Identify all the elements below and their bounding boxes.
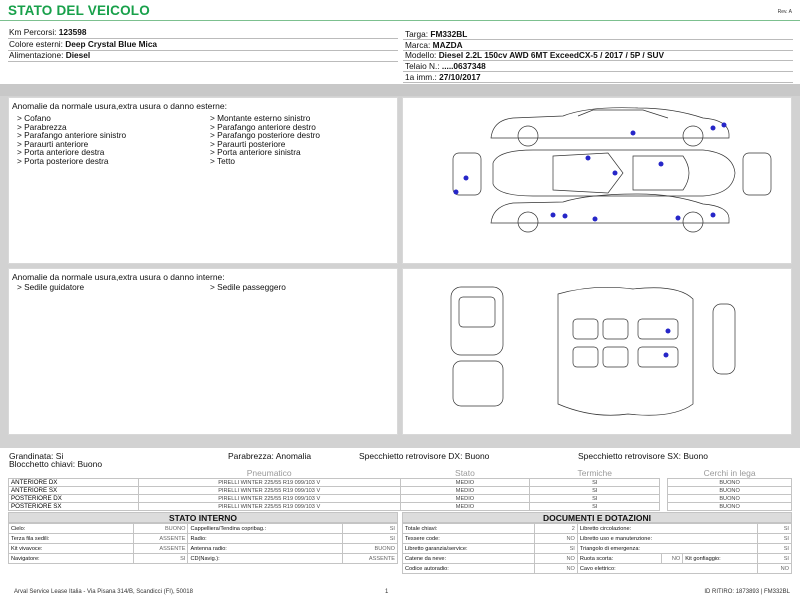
revision-label: Rev. A	[777, 9, 792, 15]
damage-item: > Porta anteriore sinistra	[210, 147, 301, 158]
seat-outline	[573, 319, 598, 339]
field-value: SI	[758, 544, 792, 554]
model-row: Modello: Diesel 2.2L 150cv AWD 6MT ExceedCX-5 / 2017 / 5P / SUV	[405, 50, 665, 60]
field-label: Cavo elettrico:	[577, 564, 757, 574]
tyre-rims: BUONO	[668, 487, 792, 495]
field-label: Kit vivavoce:	[9, 544, 134, 554]
interior-front-window	[459, 297, 495, 327]
field-label: Terza fila sedili:	[9, 534, 134, 544]
seat-outline	[573, 347, 598, 367]
tyre-rims: BUONO	[668, 495, 792, 503]
tyre-rims: BUONO	[668, 479, 792, 487]
internal-car-diagram	[402, 268, 792, 435]
tyre-position: ANTERIORE DX	[9, 479, 139, 487]
table-row	[9, 534, 398, 544]
chassis-value: .....0637348	[441, 61, 486, 71]
field-label: Totale chiavi:	[403, 524, 535, 534]
damage-item: > Parafango posteriore destro	[210, 130, 321, 141]
field-value: 2	[534, 524, 577, 534]
seat-outline	[638, 319, 678, 339]
car-rear-window	[633, 156, 689, 190]
footer-page-number: 1	[385, 589, 389, 595]
damage-marker[interactable]	[551, 213, 556, 218]
internal-state-table	[8, 523, 398, 564]
tyre-model: PIRELLI WINTER 225/55 R19 099/103 V	[138, 479, 400, 487]
table-row	[403, 554, 792, 564]
damage-item: > Paraurti posteriore	[210, 138, 286, 149]
wheel-outline	[683, 126, 703, 146]
field-value: NO	[758, 564, 792, 574]
key-lock-check: Blocchetto chiavi: Buono	[9, 459, 103, 469]
tyre-position: POSTERIORE DX	[9, 495, 139, 503]
tyre-state: MEDIO	[400, 503, 530, 511]
seat-outline	[603, 319, 628, 339]
tyre-state: MEDIO	[400, 487, 530, 495]
damage-item: > Montante esterno sinistro	[210, 113, 311, 123]
tyre-model: PIRELLI WINTER 225/55 R19 099/103 V	[138, 495, 400, 503]
registration-value: 27/10/2017	[439, 72, 481, 82]
table-row	[403, 544, 792, 554]
tyre-rivets: SI	[530, 495, 660, 503]
field-value: SI	[133, 554, 188, 564]
documents-table	[402, 523, 792, 574]
internal-damage-col2	[210, 283, 286, 292]
page-title: STATO DEL VEICOLO	[8, 3, 150, 18]
wheel-outline	[518, 212, 538, 232]
damage-item: > Sedile guidatore	[17, 282, 85, 292]
table-row	[403, 534, 792, 544]
tyre-state: MEDIO	[400, 495, 530, 503]
chassis-row: Telaio N.: .....0637348	[405, 61, 486, 71]
field-label: Catene da neve:	[403, 554, 535, 564]
section-separator	[0, 438, 800, 448]
fuel-value: Diesel	[65, 50, 91, 60]
fuel-row: Alimentazione: Diesel	[9, 50, 91, 60]
color-value: Deep Crystal Blue Mica	[65, 39, 158, 49]
field-label: Cappelliera/Tendina copribag.:	[188, 524, 343, 534]
field-label: Navigatore:	[9, 554, 134, 564]
km-row: Km Percorsi: 123598	[9, 27, 87, 37]
damage-marker[interactable]	[711, 126, 716, 131]
divider	[8, 61, 398, 62]
field-label: Antenna radio:	[188, 544, 343, 554]
external-damage-col1	[17, 114, 126, 166]
table-row	[9, 524, 398, 534]
damage-item: > Porta posteriore destra	[17, 155, 109, 166]
car-window-line	[578, 110, 668, 118]
field-label: Tessere code:	[403, 534, 535, 544]
interior-cabin-outline	[558, 287, 693, 415]
field-label: Cielo:	[9, 524, 134, 534]
damage-marker[interactable]	[454, 190, 459, 195]
car-side-top-outline	[491, 108, 729, 138]
documents-title: DOCUMENTI E DOTAZIONI	[402, 512, 792, 523]
damage-item: > Cofano	[17, 113, 51, 123]
table-row	[403, 524, 792, 534]
field-label: Libretto circolazione:	[577, 524, 757, 534]
damage-marker[interactable]	[464, 176, 469, 181]
field-value: SI	[534, 544, 577, 554]
registration-row: 1a imm.: 27/10/2017	[405, 72, 481, 82]
external-damage-title: Anomalie da normale usura,extra usura o danno esterne:	[12, 101, 227, 111]
field-value: NO	[534, 534, 577, 544]
field-label: Kit gonfiaggio:	[683, 554, 758, 564]
field-value: ASSENTE	[133, 534, 188, 544]
interior-side-outline	[713, 304, 735, 374]
mirror-dx-check: Specchietto retrovisore DX: Buono	[359, 451, 490, 461]
damage-item: > Porta anteriore destra	[17, 147, 105, 158]
field-value: SI	[758, 534, 792, 544]
plate-value: FM332BL	[430, 29, 468, 39]
car-side-bottom-outline	[491, 194, 729, 223]
damage-item: > Parabrezza	[17, 121, 67, 132]
tyre-model: PIRELLI WINTER 225/55 R19 099/103 V	[138, 487, 400, 495]
tyres-table	[8, 468, 792, 511]
field-value: NO	[534, 564, 577, 574]
field-label: Triangolo di emergenza:	[577, 544, 757, 554]
damage-marker[interactable]	[722, 123, 727, 128]
tyre-column-header: Pneumatico	[138, 468, 400, 479]
table-row	[9, 503, 792, 511]
damage-item: > Sedile passeggero	[210, 282, 286, 292]
field-value: BUONO	[343, 544, 398, 554]
damage-item: > Parafango anteriore sinistro	[17, 130, 127, 141]
field-value: SI	[758, 524, 792, 534]
tyre-rims: BUONO	[668, 503, 792, 511]
table-row	[9, 544, 398, 554]
state-column-header: Stato	[400, 468, 530, 479]
rivets-column-header: Termiche	[530, 468, 660, 479]
tyre-model: PIRELLI WINTER 225/55 R19 099/103 V	[138, 503, 400, 511]
tyre-position: POSTERIORE SX	[9, 503, 139, 511]
footer-id: ID RITIRO: 1873893 | FM332BL	[704, 589, 790, 595]
field-value: SI	[758, 554, 792, 564]
damage-marker[interactable]	[613, 171, 618, 176]
seat-outline	[638, 347, 678, 367]
title-divider	[0, 20, 800, 21]
km-value: 123598	[58, 27, 87, 37]
damage-marker[interactable]	[586, 156, 591, 161]
internal-state-title: STATO INTERNO	[8, 512, 398, 523]
damage-marker[interactable]	[631, 131, 636, 136]
car-rear-outline	[743, 153, 771, 195]
field-value: NO	[662, 554, 683, 564]
tyre-rivets: SI	[530, 487, 660, 495]
field-value: BUONO	[133, 524, 188, 534]
interior-rear-outline	[453, 361, 503, 406]
tyres-header	[9, 468, 792, 479]
tyre-state: MEDIO	[400, 479, 530, 487]
wheel-outline	[683, 212, 703, 232]
table-row	[9, 495, 792, 503]
field-value: ASSENTE	[133, 544, 188, 554]
table-row	[9, 479, 792, 487]
external-car-diagram	[402, 97, 792, 264]
color-row: Colore esterni: Deep Crystal Blue Mica	[9, 39, 158, 49]
car-front-outline	[453, 153, 481, 195]
field-value: SI	[343, 534, 398, 544]
windshield-check: Parabrezza: Anomalia	[228, 451, 312, 461]
tyre-rivets: SI	[530, 479, 660, 487]
damage-marker[interactable]	[659, 162, 664, 167]
damage-item: > Paraurti anteriore	[17, 138, 89, 149]
field-value: ASSENTE	[343, 554, 398, 564]
internal-damage-col1	[17, 283, 84, 292]
plate-row: Targa: FM332BL	[405, 29, 468, 39]
divider	[403, 82, 793, 83]
table-row	[9, 554, 398, 564]
tyre-position: ANTERIORE SX	[9, 487, 139, 495]
brand-value: MAZDA	[432, 40, 463, 50]
field-value: NO	[534, 554, 577, 564]
damage-marker[interactable]	[711, 213, 716, 218]
damage-item: > Tetto	[210, 155, 235, 166]
internal-damage-title: Anomalie da normale usura,extra usura o danno interne:	[12, 272, 225, 282]
field-label: Libretto uso e manutenzione:	[577, 534, 757, 544]
brand-row: Marca: MAZDA	[405, 40, 463, 50]
rims-column-header: Cerchi in lega	[668, 468, 792, 479]
field-label: Ruota scorta:	[577, 554, 661, 564]
seat-outline	[603, 347, 628, 367]
car-interior-diagram	[403, 269, 791, 434]
car-exterior-diagram	[403, 98, 791, 263]
field-label: Codice autoradio:	[403, 564, 535, 574]
damage-marker[interactable]	[664, 353, 669, 358]
internal-damage-list	[8, 268, 398, 435]
model-value: Diesel 2.2L 150cv AWD 6MT ExceedCX-5 / 2017 / 5P / SUV	[438, 50, 665, 60]
damage-marker[interactable]	[676, 216, 681, 221]
damage-item: > Parafango anteriore destro	[210, 121, 316, 132]
hail-check: Grandinata: Si	[9, 451, 64, 461]
damage-band	[0, 84, 800, 96]
field-value: SI	[343, 524, 398, 534]
tyre-rivets: SI	[530, 503, 660, 511]
table-row	[9, 487, 792, 495]
damage-marker[interactable]	[593, 217, 598, 222]
external-damage-list	[8, 97, 398, 264]
table-row	[403, 564, 792, 574]
damage-marker[interactable]	[563, 214, 568, 219]
external-damage-col2	[210, 114, 320, 166]
field-label: Libretto garanzia/service:	[403, 544, 535, 554]
damage-marker[interactable]	[666, 329, 671, 334]
footer-company: Arval Service Lease Italia - Via Pisana 314/B, Scandicci (FI), 50018	[14, 589, 193, 595]
field-label: CD(Navig.):	[188, 554, 343, 564]
mirror-sx-check: Specchietto retrovisore SX: Buono	[578, 451, 708, 461]
field-label: Radio:	[188, 534, 343, 544]
wheel-outline	[518, 126, 538, 146]
